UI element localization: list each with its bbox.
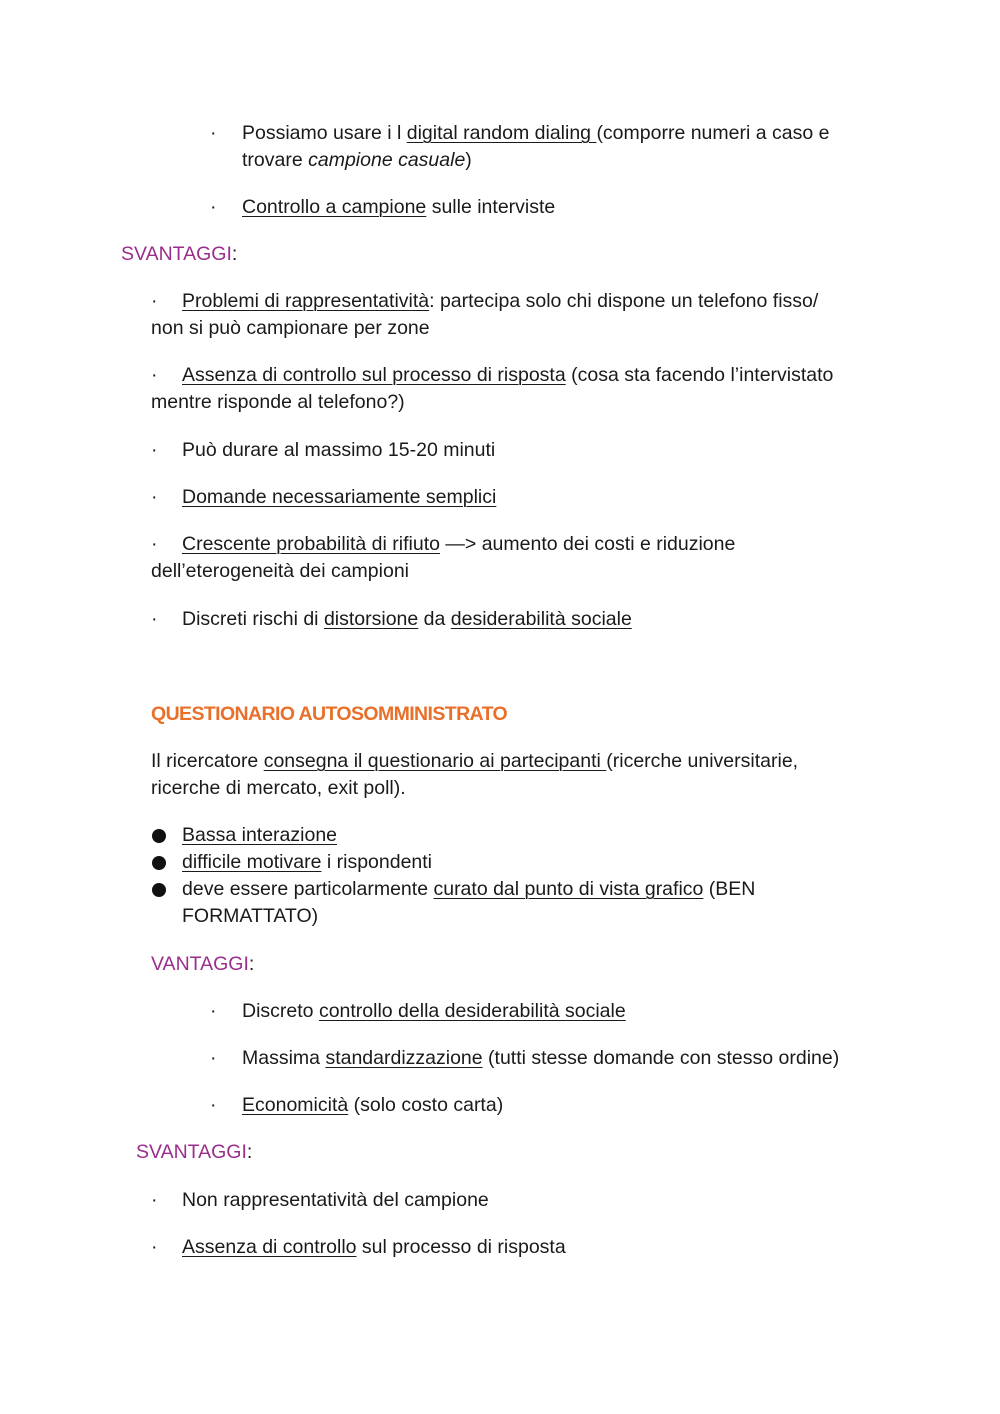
list-dot: · [210, 122, 217, 144]
bullet [152, 883, 166, 897]
text: Discreto [242, 1000, 319, 1022]
list-item [182, 288, 818, 315]
underlined-text: desiderabilità sociale [450, 608, 632, 630]
list-item-digital-random-dialing [242, 120, 829, 147]
list-item: Può durare al massimo 15-20 minuti [182, 439, 496, 461]
text: Discreti rischi di [182, 608, 324, 630]
underlined-text: standardizzazione [325, 1047, 483, 1069]
section-heading: QUESTIONARIO AUTOSOMMINISTRATO [151, 703, 508, 725]
list-item-continuation [242, 147, 472, 174]
bullet [152, 856, 166, 870]
bullet-item: Bassa interazione [182, 824, 338, 846]
label-text: VANTAGGI [151, 953, 249, 975]
list-dot: · [210, 1047, 217, 1069]
list-item-continuation: dell’eterogeneità dei campioni [151, 560, 410, 582]
underlined-text: difficile motivare [182, 851, 322, 873]
label-text: SVANTAGGI [121, 243, 232, 265]
text: (cosa sta facendo l’intervistato [565, 364, 834, 386]
underlined-text: Assenza di controllo sul processo di risposta [182, 364, 566, 386]
list-item: Non rappresentatività del campione [182, 1189, 489, 1211]
underlined-text: Economicità [242, 1094, 349, 1116]
list-dot: · [151, 1189, 158, 1211]
underlined-text: Controllo a campione [242, 196, 427, 218]
text: da [418, 608, 451, 630]
label-text: SVANTAGGI [136, 1141, 247, 1163]
list-dot: · [151, 290, 158, 312]
list-item [182, 606, 632, 633]
underlined-text: controllo della desiderabilità sociale [318, 1000, 626, 1022]
underlined-text: digital random dialing [406, 122, 597, 144]
list-item [182, 531, 735, 558]
underlined-text: Crescente probabilità di rifiuto [182, 533, 440, 555]
text: ) [465, 149, 472, 171]
intro-paragraph-continuation: ricerche di mercato, exit poll). [151, 777, 406, 799]
intro-paragraph [151, 748, 798, 775]
italic-text: campione casuale [308, 149, 466, 171]
list-item-continuation: non si può campionare per zone [151, 317, 430, 339]
list-item [242, 1092, 503, 1119]
underlined-text: Assenza di controllo [182, 1236, 357, 1258]
colon: : [246, 1141, 253, 1163]
colon: : [231, 243, 238, 265]
colon: : [248, 953, 255, 975]
bullet-item-continuation: FORMATTATO) [182, 905, 319, 927]
bullet-item [182, 849, 432, 876]
text: deve essere particolarmente [182, 878, 434, 900]
list-dot: · [151, 486, 158, 508]
list-dot: · [151, 533, 158, 555]
text: (BEN [703, 878, 756, 900]
text: sul processo di risposta [356, 1236, 566, 1258]
bullet-item [182, 876, 755, 903]
list-dot: · [151, 439, 158, 461]
text: —> aumento dei costi e riduzione [439, 533, 736, 555]
list-dot: · [210, 196, 217, 218]
text: Il ricercatore [151, 750, 264, 772]
text: trovare [242, 149, 309, 171]
list-dot: · [151, 364, 158, 386]
list-item [182, 362, 833, 389]
list-item [242, 1045, 839, 1072]
text: (comporre numeri a caso e [596, 122, 830, 144]
text: Possiamo usare i l [242, 122, 407, 144]
list-dot: · [151, 608, 158, 630]
text: sulle interviste [426, 196, 556, 218]
list-item-continuation: mentre risponde al telefono?) [151, 391, 405, 413]
section-label-svantaggi [121, 241, 237, 268]
list-dot: · [210, 1000, 217, 1022]
list-dot: · [210, 1094, 217, 1116]
text: i rispondenti [321, 851, 433, 873]
underlined-text: distorsione [323, 608, 419, 630]
text: : partecipa solo chi dispone un telefono fisso/ [429, 290, 819, 312]
list-item [242, 998, 626, 1025]
text: (solo costo carta) [348, 1094, 504, 1116]
list-item: Domande necessariamente semplici [182, 486, 497, 508]
text: (ricerche universitarie, [606, 750, 799, 772]
list-item-controllo-campione [242, 194, 555, 221]
underlined-text: consegna il questionario ai partecipanti [263, 750, 607, 772]
section-label-vantaggi [151, 951, 254, 978]
underlined-text: curato dal punto di vista grafico [433, 878, 704, 900]
underlined-text: Problemi di rappresentatività [182, 290, 430, 312]
section-label-svantaggi [136, 1139, 252, 1166]
text: (tutti stesse domande con stesso ordine) [482, 1047, 840, 1069]
list-dot: · [151, 1236, 158, 1258]
bullet [152, 829, 166, 843]
list-item [182, 1234, 566, 1261]
text: Massima [242, 1047, 326, 1069]
